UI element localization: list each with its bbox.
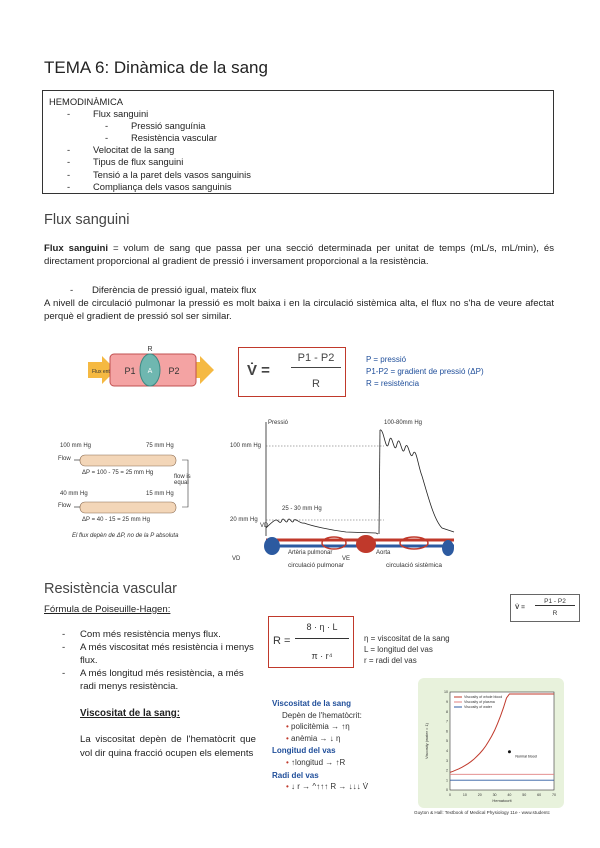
pc-pulmonary-trace (266, 519, 378, 534)
poiseuille-subheading: Fórmula de Poiseuille-Hagen: (44, 604, 171, 615)
outline-item-text: Resistència vascular (131, 132, 217, 144)
factor-visc-dep: Depèn de l'hematòcrit: (282, 710, 362, 720)
pc-peak-high: 100-80mm Hg (384, 420, 423, 426)
pc-vd2: VD (232, 556, 241, 562)
pc-ve: VE (342, 556, 351, 562)
pc-vd: VD (260, 523, 269, 529)
flux-term: Flux sanguini (44, 243, 109, 254)
outline-dash: - (67, 180, 71, 192)
pc-art-pulm: Artèria pulmonar (288, 550, 333, 556)
bottom-left-pressure: 40 mm Hg (60, 491, 88, 497)
outline-item-text: Tipus de flux sanguini (93, 156, 184, 168)
flux-paragraph: A nivell de circulació pulmonar la pressió es molt baixa i en la circulació sistèmica alta, el flux no s'ha de veure afectat perquè el gradient de pressió sol ser similar. (44, 298, 554, 323)
resist-formula-box (268, 616, 354, 668)
bottom-delta: ΔP = 40 - 15 = 25 mm Hg (82, 517, 150, 523)
vc-y-tick: 2 (446, 768, 448, 773)
resist-formula-lhs: R = (273, 635, 291, 647)
vc-xlabel: Hematocrit (492, 798, 512, 803)
section-heading-resistencia: Resistència vascular (44, 581, 177, 597)
bottom-right-pressure: 15 mm Hg (146, 491, 174, 497)
outline-item (49, 144, 547, 156)
resist-legend-r: r = radi del vas (364, 656, 417, 665)
top-flow-label: Flow (58, 456, 71, 462)
small-formula-den: R (552, 610, 558, 617)
outline-item-text: Pressió sanguínia (131, 120, 206, 132)
tube-label-p2: P2 (168, 366, 180, 376)
vc-y-tick: 8 (446, 709, 448, 714)
small-flow-formula (510, 594, 580, 622)
outline-item-text: Flux sanguini (93, 108, 149, 120)
outline-dash: - (67, 108, 71, 120)
vc-normal-point (508, 750, 511, 753)
equal-note: flow is equal (174, 474, 191, 486)
vc-x-tick: 50 (522, 793, 527, 797)
pc-pulm-label: circulació pulmonar (288, 562, 344, 569)
factors-list: Viscositat de la sang Depèn de l'hematòcrit: • policitèmia → ↑η • anèmia → ↓ η Longitud del vas • ↑longitud → ↑R Radi del vas • ↓ r → ^↑↑↑ R → ↓↓↓ V̇ (272, 699, 369, 792)
outline-item (49, 169, 547, 181)
pc-sys-label: circulació sistèmica (386, 562, 442, 569)
flow-legend-r: R = resistència (366, 379, 420, 388)
top-left-pressure: 100 mm Hg (60, 443, 92, 449)
top-right-pressure: 75 mm Hg (146, 443, 174, 449)
pc-peak-low: 25 - 30 mm Hg (282, 506, 322, 512)
flow-formula-num: P1 - P2 (291, 352, 341, 368)
pressure-tubes-figure (58, 436, 198, 544)
vc-x-tick: 30 (492, 793, 497, 797)
vc-y-tick: 5 (446, 739, 448, 744)
vc-y-tick: 1 (446, 778, 448, 783)
top-delta: ΔP = 100 - 75 = 25 mm Hg (82, 470, 154, 476)
outline-heading: HEMODINÀMICA (49, 96, 123, 107)
outline-item (49, 156, 547, 168)
flow-formula-den: R (312, 378, 320, 390)
bottom-flow-label: Flow (58, 503, 71, 509)
pc-heart-right (264, 537, 280, 555)
vc-x-tick: 60 (537, 793, 542, 797)
vc-legend-label: Viscosity of water (464, 705, 492, 710)
vc-legend-label: Viscosity of plasma (464, 700, 495, 705)
vc-x-tick: 10 (462, 793, 467, 797)
pressure-chart (226, 416, 458, 570)
flux-bullet-text: Diferència de pressió igual, mateix flux (92, 285, 257, 296)
vc-x-tick: 70 (552, 793, 556, 797)
outline-dash: - (67, 168, 71, 180)
outline-dash: - (105, 120, 109, 132)
vc-x-tick: 0 (449, 793, 451, 797)
flow-legend-p: P = pressió (366, 355, 407, 364)
tube-top (80, 455, 176, 466)
pc-y-low: 20 mm Hg (230, 517, 258, 523)
outline-list (49, 108, 547, 193)
flux-bullet: - Diferència de pressió igual, mateix flux (70, 285, 257, 296)
pc-jump (379, 430, 380, 534)
flow-formula-box (238, 347, 346, 397)
resist-legend (364, 633, 450, 666)
factor-visc-title: Viscositat de la sang (272, 699, 351, 708)
vc-ylabel: Viscosity (water = 1) (424, 722, 429, 760)
tube-bottom (80, 502, 176, 513)
outline-item-text: Tensió a la paret dels vasos sanguinis (93, 168, 251, 180)
vc-y-tick: 3 (446, 758, 448, 763)
flux-definition (44, 242, 554, 269)
flow-legend (366, 354, 484, 390)
tubes-caption: El flux depèn de ΔP, no de la P absoluta (72, 533, 179, 539)
small-formula-num: P1 - P2 (535, 598, 575, 606)
factor-rad-1: ↓ r → ^↑↑↑ R → ↓↓↓ V̇ (291, 782, 369, 792)
res-bullet-1: - Com més resistència menys flux. (62, 629, 221, 640)
flow-formula-lhs: V̇ = (247, 362, 270, 379)
outline-item-text: Velocitat de la sang (93, 144, 175, 156)
outline-item-text: Compliança dels vasos sanguinis (93, 180, 232, 192)
factor-visc-1: policitèmia → ↑η (291, 722, 350, 732)
outline-box (42, 90, 554, 194)
factor-visc-2: anèmia → ↓ η (291, 733, 341, 743)
viscositat-heading: Viscositat de la sang: (80, 708, 181, 719)
outline-item (49, 132, 547, 144)
viscosity-chart-svg (418, 678, 564, 808)
vc-x-tick: 40 (507, 793, 512, 797)
section-heading-flux: Flux sanguini (44, 212, 130, 228)
outline-dash: - (105, 132, 109, 144)
resistencia-bullets (62, 628, 258, 693)
vc-y-tick: 10 (444, 690, 448, 695)
vc-legend-label: Viscosity of whole blood (464, 695, 503, 700)
factor-len-title: Longitud del vas (272, 746, 336, 756)
factor-len-1: ↑longitud → ↑R (291, 757, 346, 767)
vc-y-tick: 0 (446, 788, 448, 793)
res-bullet-3: - A més longitud més resistència, a més radi menys resistència. (62, 668, 244, 692)
tube-diagram (88, 344, 218, 400)
factor-rad-title: Radi del vas (272, 770, 319, 780)
pc-heart-left (356, 535, 376, 553)
resist-formula-den: π · r⁴ (311, 651, 333, 661)
tube-label-r: R (147, 346, 153, 353)
outline-dash: - (67, 156, 71, 168)
vc-y-tick: 7 (446, 719, 448, 724)
pc-y-high: 100 mm Hg (230, 443, 262, 449)
resist-legend-l: L = longitud del vas (364, 645, 433, 654)
outline-dash: - (67, 144, 71, 156)
tube-label-p1: P1 (124, 366, 136, 376)
pc-heart-right-2 (442, 540, 454, 556)
resist-legend-eta: η = viscositat de la sang (364, 634, 450, 643)
outline-item (49, 108, 547, 120)
tube-label-a: A (147, 368, 153, 375)
flux-definition-text: = volum de sang que passa per una secció determinada per unitat de temps (mL/s, mL/min), és directament proporcional al gradient de pressió i inversament proporcional a la resistència. (44, 243, 554, 268)
small-formula-lhs: V̇ = (515, 604, 525, 611)
res-bullet-2: - A més viscositat més resistència i menys flux. (62, 642, 254, 666)
resist-formula-num: 8 · η · L (295, 622, 349, 639)
vc-x-tick: 20 (477, 793, 482, 797)
outline-item (49, 181, 547, 193)
visc-chart-credit: Guyton & Hall: Textbook of Medical Physiology 11e - www.studentc (414, 810, 550, 815)
pc-systemic-trace (380, 430, 454, 532)
vc-y-tick: 4 (446, 749, 448, 753)
viscositat-paragraph: La viscositat depèn de l'hematòcrit que vol dir quina fracció ocupen els elements (80, 734, 256, 760)
tube-in-label: Flux ent (92, 369, 110, 375)
pc-aorta: Aorta (376, 550, 391, 556)
page-title: TEMA 6: Dinàmica de la sang (44, 58, 268, 77)
flow-legend-gradient: P1-P2 = gradient de pressió (ΔP) (366, 367, 484, 376)
pc-ylabel: Pressió (268, 420, 289, 426)
vc-annotation: Normal blood (515, 754, 537, 759)
viscosity-chart (418, 678, 564, 808)
vc-y-tick: 9 (446, 700, 448, 704)
vc-y-tick: 6 (446, 729, 448, 734)
outline-item (49, 120, 547, 132)
